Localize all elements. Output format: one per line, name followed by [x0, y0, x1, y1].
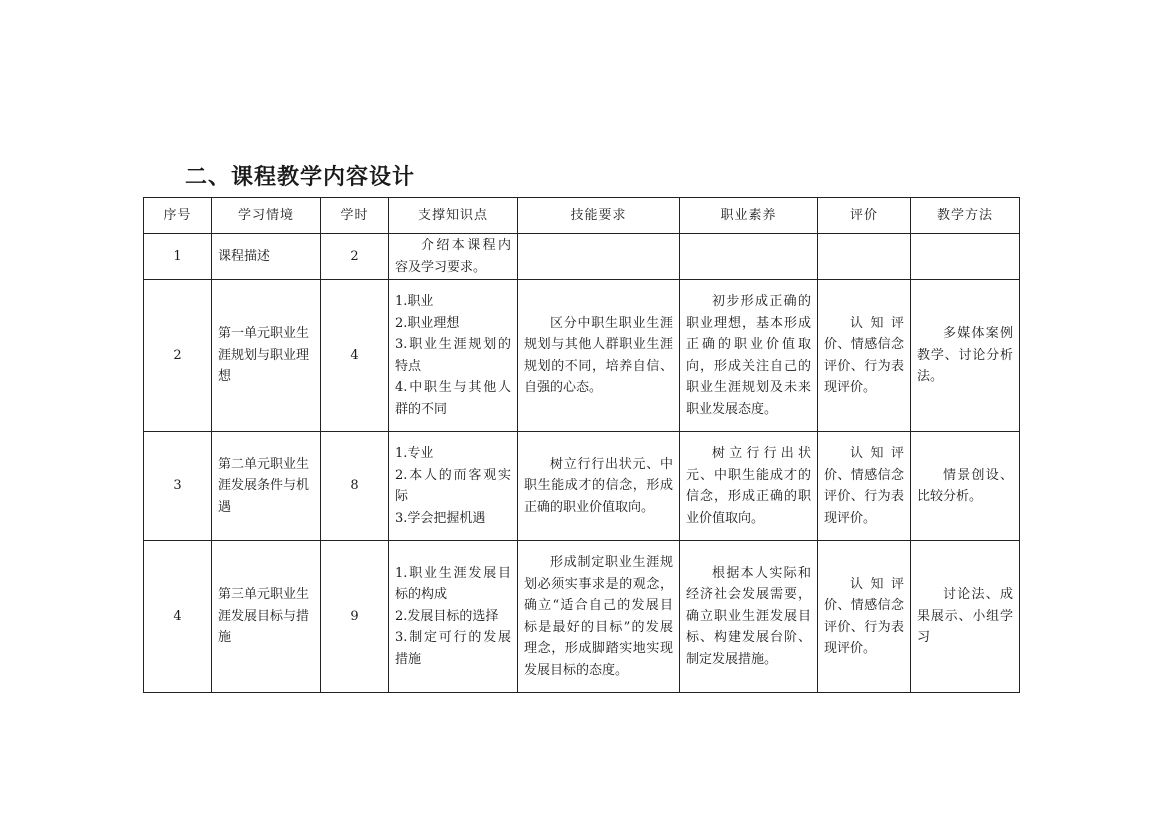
knowledge-item: 3.学会把握机遇 [395, 510, 486, 526]
cell-literacy [680, 432, 818, 541]
evaluation-text: 认知评价、情感信念评价、行为表现评价。 [824, 446, 904, 526]
method-text: 情景创设、比较分析。 [917, 467, 1013, 504]
skills-text: 区分中职生职业生涯规划与其他人群职业生涯规划的不同，培养自信、自强的心态。 [524, 315, 673, 395]
literacy-text: 树立行行出状元、中职生能成才的信念，形成正确的职业价值取向。 [686, 446, 811, 526]
cell-method [911, 432, 1020, 541]
cell-evaluation [818, 432, 911, 541]
table-row [144, 432, 1020, 541]
section-title: 二、课程教学内容设计 [185, 165, 416, 190]
cell-literacy [680, 280, 818, 432]
cell-literacy [680, 234, 818, 280]
skills-text: 树立行行出状元、中职生能成才的信念，形成正确的职业价值取向。 [524, 456, 673, 515]
cell-skills [518, 432, 680, 541]
knowledge-item: 3.职业生涯规划的特点 [395, 337, 511, 374]
evaluation-text: 认知评价、情感信念评价、行为表现评价。 [824, 315, 904, 395]
header-cell-knowledge: 支撑知识点 [389, 198, 518, 234]
knowledge-text: 介绍本课程内容及学习要求。 [395, 238, 511, 275]
knowledge-item: 2.职业理想 [395, 315, 460, 331]
knowledge-item: 4.中职生与其他人群的不同 [395, 380, 511, 417]
header-cell-no: 序号 [144, 198, 212, 234]
knowledge-item: 1.专业 [395, 446, 434, 461]
cell-method [911, 234, 1020, 280]
literacy-text: 根据本人实际和经济社会发展需要，确立职业生涯发展目标、构建发展台阶、制定发展措施。 [686, 565, 811, 667]
knowledge-item: 1.职业 [395, 294, 434, 309]
cell-method [911, 541, 1020, 693]
cell-method [911, 280, 1020, 432]
header-cell-hours: 学时 [321, 198, 389, 234]
cell-situation: 第一单元职业生涯规划与职业理想 [212, 280, 321, 432]
header-cell-situation: 学习情境 [212, 198, 321, 234]
cell-evaluation [818, 280, 911, 432]
cell-no: 3 [144, 432, 212, 541]
method-text: 讨论法、成果展示、小组学习 [917, 587, 1013, 646]
cell-no: 1 [144, 234, 212, 280]
table-row [144, 234, 1020, 280]
cell-evaluation [818, 541, 911, 693]
header-cell-skills: 技能要求 [518, 198, 680, 234]
cell-knowledge [389, 541, 518, 693]
cell-hours: 8 [321, 432, 389, 541]
literacy-text: 初步形成正确的职业理想，基本形成正确的职业价值取向，形成关注自己的职业生涯规划及未来职业发展态度。 [686, 294, 811, 417]
cell-situation: 第三单元职业生涯发展目标与措施 [212, 541, 321, 693]
cell-situation: 课程描述 [212, 234, 321, 280]
cell-hours: 2 [321, 234, 389, 280]
knowledge-item: 1.职业生涯发展目标的构成 [395, 565, 511, 603]
cell-knowledge [389, 234, 518, 280]
table-row [144, 280, 1020, 432]
cell-skills [518, 280, 680, 432]
header-cell-literacy: 职业素养 [680, 198, 818, 234]
cell-literacy [680, 541, 818, 693]
course-content-table [143, 197, 1020, 693]
header-cell-method: 教学方法 [911, 198, 1020, 234]
knowledge-item: 3.制定可行的发展措施 [395, 630, 511, 667]
cell-no: 2 [144, 280, 212, 432]
knowledge-item: 2.发展目标的选择 [395, 608, 499, 624]
table-header-row [144, 198, 1020, 234]
cell-situation: 第二单元职业生涯发展条件与机遇 [212, 432, 321, 541]
skills-text: 形成制定职业生涯规划必须实事求是的观念，确立“适合自己的发展目标是最好的目标”的发展理念，形成脚踏实地实现发展目标的态度。 [524, 555, 673, 678]
cell-knowledge [389, 432, 518, 541]
knowledge-item: 2.本人的而客观实际 [395, 467, 511, 504]
method-text: 多媒体案例教学、讨论分析法。 [917, 326, 1013, 385]
cell-skills [518, 541, 680, 693]
cell-hours: 4 [321, 280, 389, 432]
cell-knowledge [389, 280, 518, 432]
table-row [144, 541, 1020, 693]
header-cell-evaluation: 评价 [818, 198, 911, 234]
cell-no: 4 [144, 541, 212, 693]
evaluation-text: 认知评价、情感信念评价、行为表现评价。 [824, 576, 904, 656]
cell-evaluation [818, 234, 911, 280]
cell-hours: 9 [321, 541, 389, 693]
cell-skills [518, 234, 680, 280]
